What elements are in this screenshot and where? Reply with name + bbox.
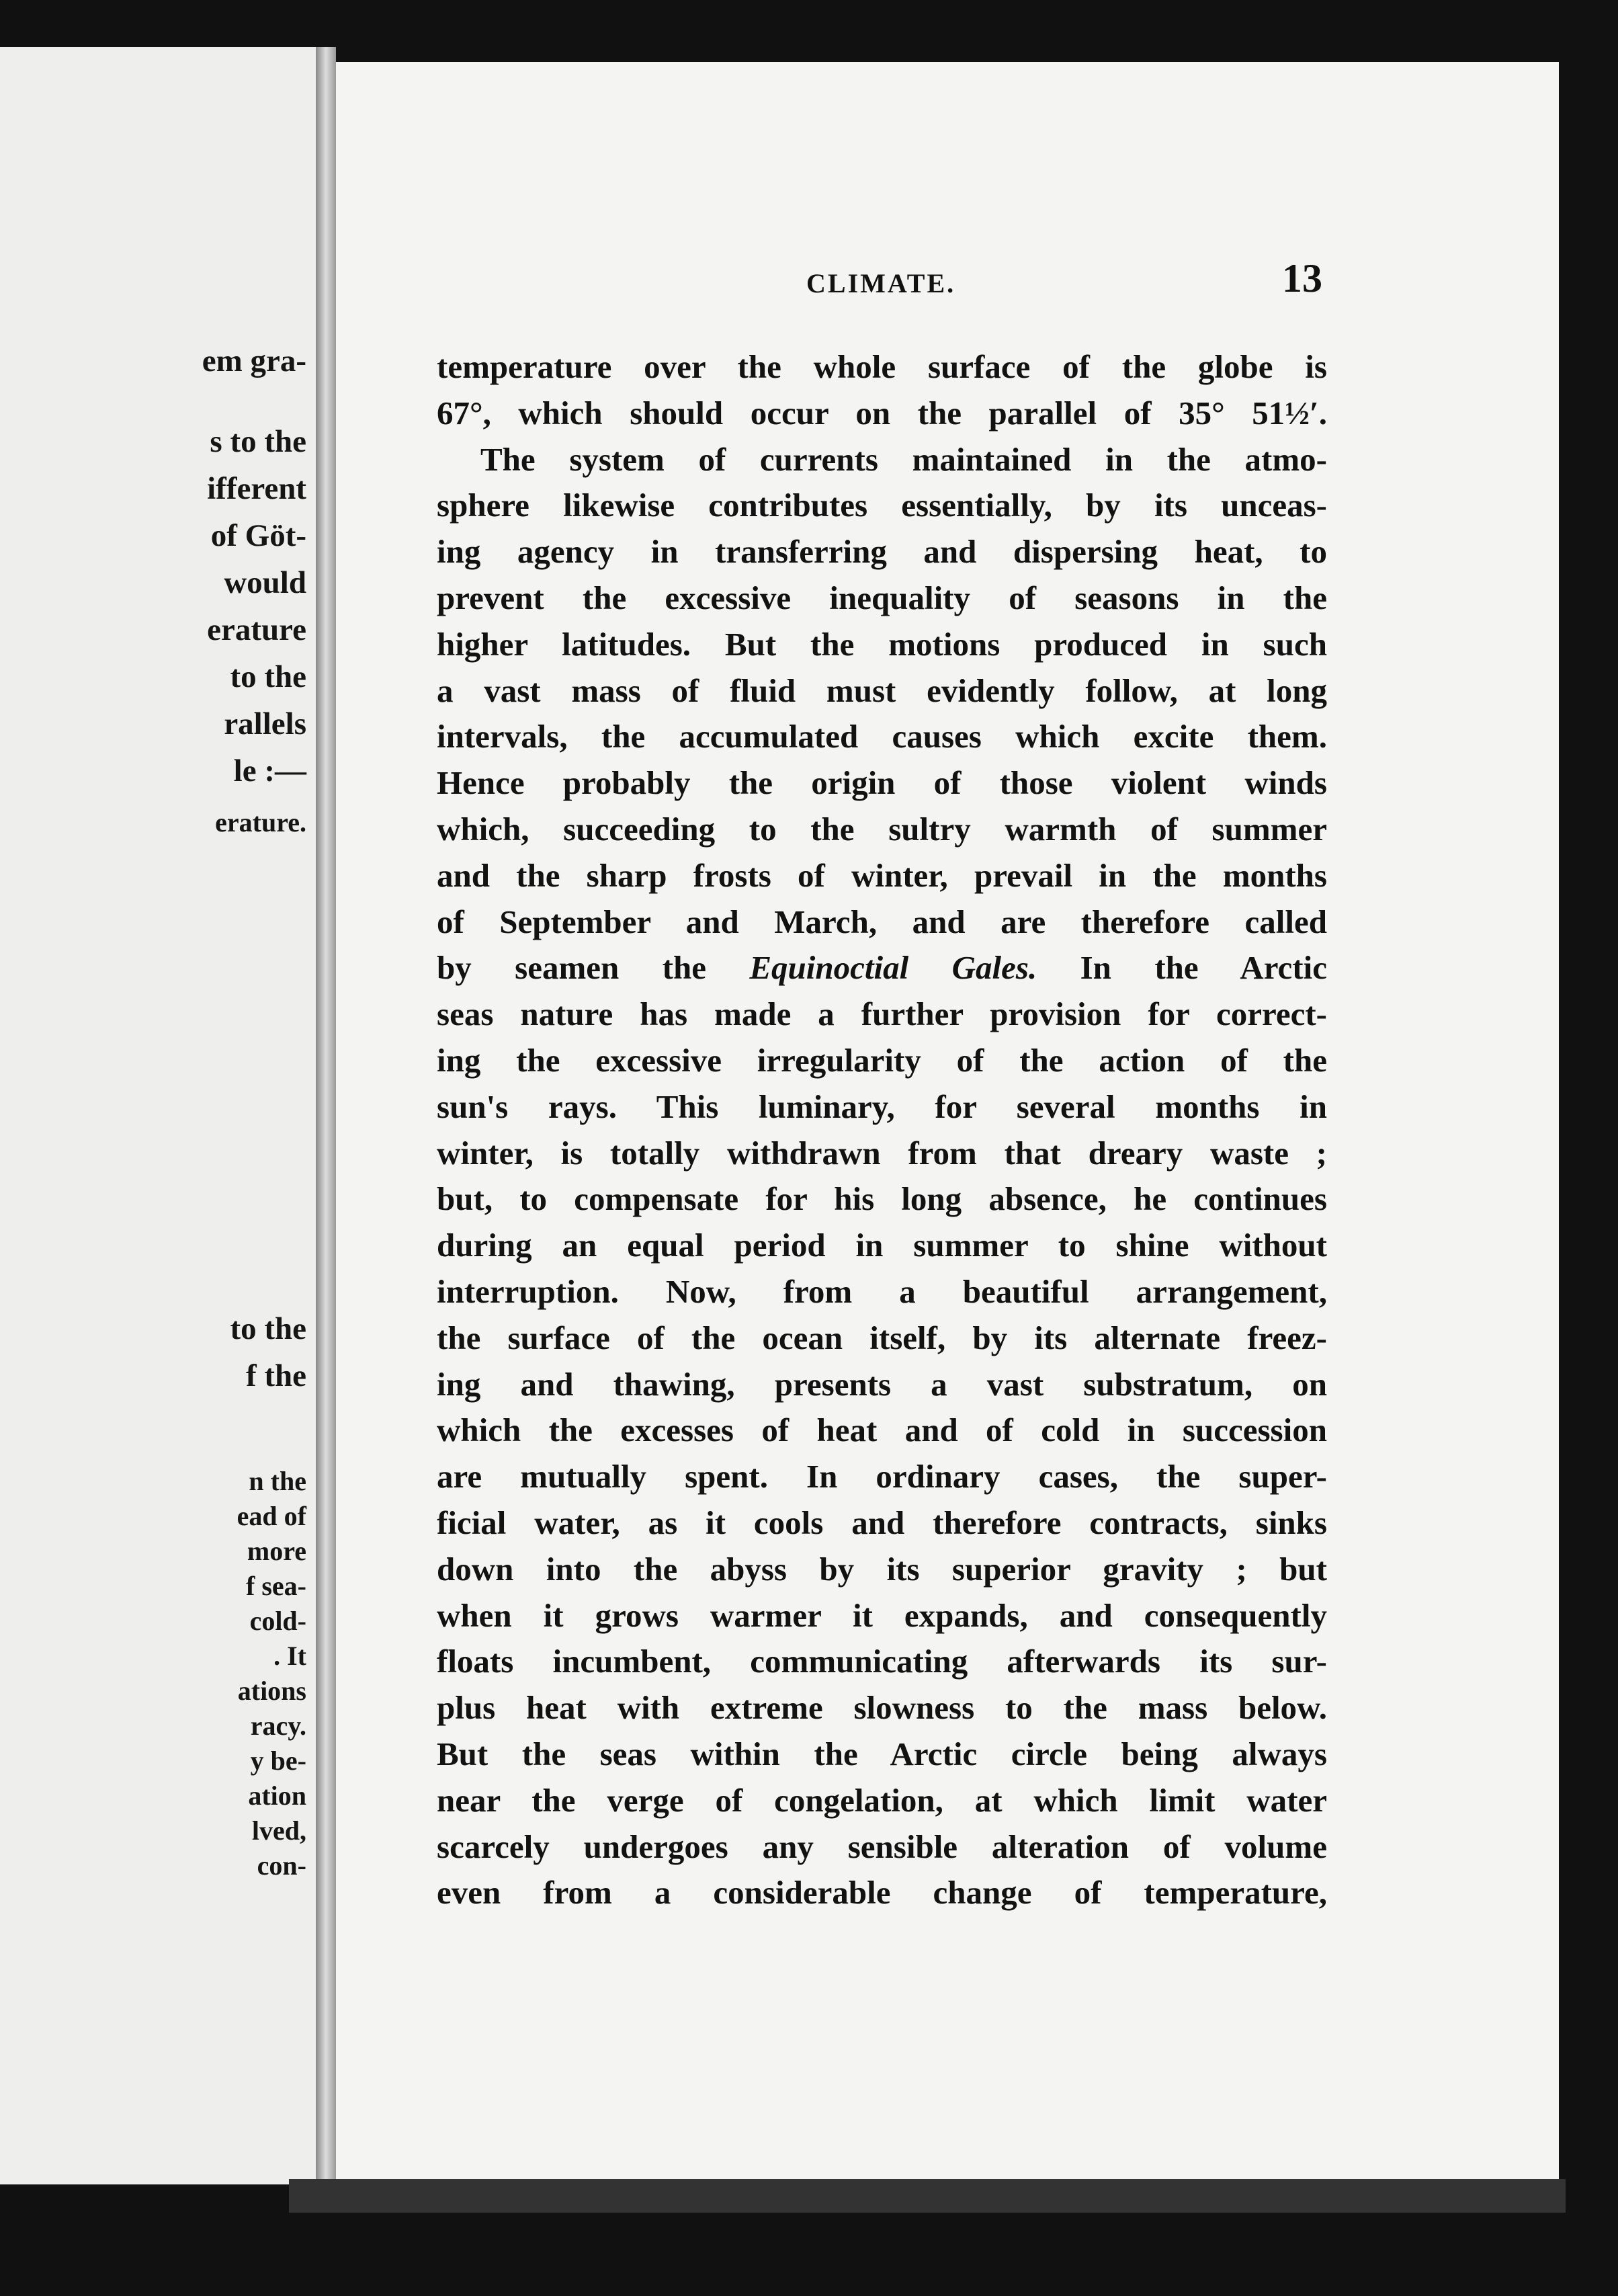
text-line: But the seas within the Arctic circle being always [437,1735,1327,1772]
body-text [437,344,1327,1916]
text-line: ing agency in transferring and dispersing heat, to [437,533,1327,571]
left-line: to the [230,1311,306,1346]
left-line: to the [230,659,306,694]
left-line: le :— [233,753,306,788]
text-line: Hence probably the origin of those violent winds [437,764,1327,802]
page-number: 13 [1282,256,1322,300]
text-line: when it grows warmer it expands, and consequently [437,1596,1327,1634]
text-line: 67°, which should occur on the parallel of 35° 51½′. [437,394,1327,432]
left-line: rallels [224,706,306,741]
text-line: prevent the excessive inequality of seasons in the [437,579,1327,616]
text-line: ficial water, as it cools and therefore contracts, sinks [437,1504,1327,1541]
left-line: more [247,1536,306,1566]
left-line: lved, [251,1815,306,1846]
left-line: con- [257,1850,306,1881]
left-line: y be- [250,1746,306,1776]
text-line: and the sharp frosts of winter, prevail in the months [437,856,1327,894]
text-line: sun's rays. This luminary, for several months in [437,1088,1327,1125]
left-line: s to the [210,424,306,459]
left-line: racy. [250,1711,306,1741]
book-gutter [316,47,336,2184]
text-line: even from a considerable change of temperature, [437,1874,1327,1912]
left-line: em gra- [202,343,306,378]
text-line: seas nature has made a further provision for correct- [437,995,1327,1033]
left-line: cold- [249,1606,306,1636]
left-line: . It [273,1641,306,1671]
text-line: sphere likewise contributes essentially, by its unceas- [437,487,1327,524]
left-line: ations [237,1676,306,1706]
text-line: are mutually spent. In ordinary cases, the super- [437,1458,1327,1495]
text-line: plus heat with extreme slowness to the mass below. [437,1689,1327,1727]
text-line: ing the excessive irregularity of the action of the [437,1041,1327,1079]
text-line: but, to compensate for his long absence, he continues [437,1180,1327,1218]
text-line: scarcely undergoes any sensible alteration of volume [437,1828,1327,1865]
text-line: higher latitudes. But the motions produced in such [437,625,1327,663]
text-line: of September and March, and are therefore called [437,903,1327,940]
text-line: ing and thawing, presents a vast substratum, on [437,1365,1327,1403]
text-line: a vast mass of fluid must evidently follow, at long [437,671,1327,709]
text-line: near the verge of congelation, at which limit water [437,1781,1327,1819]
text-line: which, succeeding to the sultry warmth of summer [437,810,1327,848]
text-segment: by seamen the [437,949,706,987]
text-line-with-italic [437,945,1327,991]
text-line: during an equal period in summer to shine without [437,1227,1327,1264]
text-line: intervals, the accumulated causes which excite them. [437,718,1327,755]
text-line: The system of currents maintained in the atmo- [480,440,1327,478]
text-line: interruption. Now, from a beautiful arrangement, [437,1272,1327,1310]
text-segment: In the Arctic [1080,949,1327,987]
left-line: ead of [237,1501,306,1531]
left-line: would [224,565,306,600]
text-line: floats incumbent, communicating afterwards its sur- [437,1643,1327,1680]
text-line: winter, is totally withdrawn from that dreary waste ; [437,1134,1327,1172]
left-line: erature [207,612,306,647]
running-head: CLIMATE. [806,268,956,298]
left-line: n the [249,1466,306,1496]
left-line: erature. [215,807,306,837]
text-line: down into the abyss by its superior gravity ; but [437,1550,1327,1588]
scan-bottom-edge [289,2179,1566,2213]
left-line: of Göt- [210,518,306,553]
text-line: temperature over the whole surface of the globe is [437,348,1327,385]
text-line: which the excesses of heat and of cold in succession [437,1411,1327,1449]
right-page [336,62,1559,2179]
italic-term: Equinoctial Gales. [749,949,1037,987]
left-line: f sea- [246,1571,306,1601]
left-line: ation [248,1780,306,1811]
left-line: f the [245,1358,306,1393]
left-line: ifferent [207,471,306,506]
left-page-fragment [0,47,318,2184]
text-line: the surface of the ocean itself, by its alternate freez- [437,1319,1327,1356]
